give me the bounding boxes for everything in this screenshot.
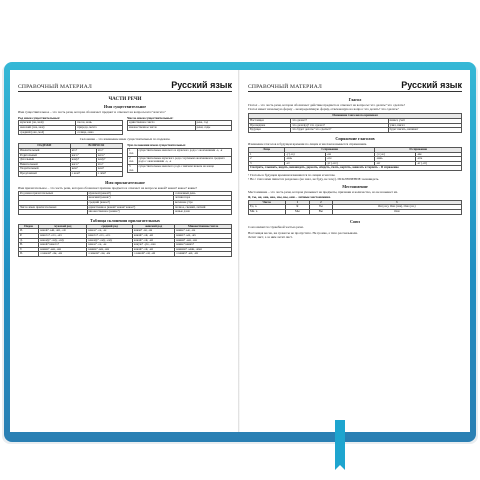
adjective-title: Имя прилагательное <box>105 179 145 185</box>
right-page-header <box>248 76 462 92</box>
pronoun-title: Местоимение <box>342 184 368 190</box>
adj-decl-cell: каким? -ым, -им <box>175 238 232 243</box>
left-page-header <box>18 76 232 92</box>
adj-decl-head: Падеж <box>19 224 39 229</box>
three-declensions-table <box>127 148 232 174</box>
adj-decl-cell: какого? -ого, -его <box>87 233 133 238</box>
adj-cell: летняя пора <box>174 196 232 201</box>
case-cell: кто? <box>70 148 96 153</box>
case-cell: Именительный <box>19 148 71 153</box>
conj-head: Лицо <box>249 147 285 152</box>
conj-bullet-text: Не с глаголами пишется раздельно (не знал, не буду, не хочу). ИСКЛЮЧЕНИЕ: ненавидеть. <box>249 177 380 182</box>
adj-decl-cell: какой? -ой, -ей <box>133 247 175 252</box>
gender-table <box>18 120 123 135</box>
pron-cell: Мы <box>285 209 310 214</box>
verb-definition: Глагол – это часть речи, которая обозначает действие предмета и отвечает на вопросы: что делать? что сделать? <box>248 103 406 107</box>
decl-cell: существительные мужского рода с нулевым окончанием и среднего рода с окончаниями -о, -е <box>137 156 231 164</box>
adj-decl-cell: В. <box>19 243 39 248</box>
case-cell: Дательный <box>19 158 71 163</box>
conj-head: I спряжение <box>285 147 375 152</box>
adj-cell: мужской (какой?) <box>87 191 173 196</box>
right-page-content <box>248 95 462 428</box>
conj-cell: -ете <box>325 157 375 162</box>
case-cell: что? <box>96 148 122 153</box>
pron-cell: Он (он.), Она (она), Оно (он.) <box>332 205 461 210</box>
left-page-content <box>18 95 232 428</box>
adj-decl-cell: какого? -ого, -его <box>39 233 87 238</box>
cases-head: ВОПРОСЫ <box>70 144 122 149</box>
adj-cell: женский (какая?) <box>87 196 173 201</box>
left-page <box>10 70 240 432</box>
adj-cell: Род имен прилагательных <box>19 191 88 196</box>
adj-cell <box>19 210 88 215</box>
pron-head: 3 <box>332 200 461 205</box>
number-cell: реки, сады <box>195 126 231 131</box>
tense-cell: Будущее <box>249 128 291 133</box>
adj-decl-cell: какому? -ому, -ему <box>87 238 133 243</box>
tense-cell: что делает? <box>291 119 388 124</box>
gender-cell: песок, конь <box>76 121 123 126</box>
adj-decl-cell: о каком? -ом, -ем <box>87 252 133 257</box>
adj-decl-head: женский род <box>133 224 175 229</box>
pron-cell: Мн. ч. <box>249 209 286 214</box>
pronoun-list: Я, ты, он, она, оно, мы, вы, они – личные местоимения. <box>248 194 331 199</box>
adj-cell: Число имен прилагательных <box>19 205 88 210</box>
adjective-table <box>18 191 232 215</box>
adj-decl-cell: каким? -ым, -им <box>39 247 87 252</box>
adj-decl-cell: какой? -ый, -ий, -ой <box>39 229 87 234</box>
decl-cell: 3 скл. <box>128 164 138 172</box>
case-cell: о ком? <box>70 171 96 176</box>
adj-decl-head: мужской род <box>39 224 87 229</box>
adj-decl-cell: какое? -ое, -ее <box>87 243 133 248</box>
adj-decl-cell: какому? -ому, -ему <box>39 238 87 243</box>
adj-decl-cell: Д. <box>19 238 39 243</box>
verb-title: Глагол <box>348 97 362 102</box>
adj-cell: полное, свежий, летний <box>174 205 232 210</box>
case-cell: кем? <box>70 167 96 172</box>
tense-cell: Прошедшее <box>249 123 291 128</box>
number-cell: множественное число <box>128 126 196 131</box>
gender-cell: средний (оно, моё) <box>19 130 76 135</box>
decl-cell: существительные женского рода с мягким знаком на конце <box>137 164 231 172</box>
cases-table <box>18 143 123 176</box>
pron-cell: Вы <box>310 209 332 214</box>
adj-cell: новые дома <box>174 210 232 215</box>
tense-cell: пишет, учит <box>388 119 461 124</box>
case-cell: кого? <box>70 162 96 167</box>
conj-exceptions: Смотреть, слышать, видеть, ненавидеть, держать, обидеть, гнать, вертеть, зависеть и терпеть – II спряжение. <box>249 166 462 171</box>
right-page <box>240 70 470 432</box>
conj-cell: -ешь <box>285 157 326 162</box>
three-declensions-title: Три склонения имен существительных <box>127 143 186 148</box>
gender-cell: солнце, окно <box>76 130 123 135</box>
adj-decl-cell: Т. <box>19 247 39 252</box>
case-cell: Творительный <box>19 167 71 172</box>
conjugation-title: Спряжение глаголов <box>335 135 375 141</box>
left-header-title: Русский язык <box>171 80 232 90</box>
adj-decl-cell: какую? -ую, -юю <box>133 243 175 248</box>
conj-bullet: • Не с глаголами пишется раздельно (не знал, не буду, не хочу). ИСКЛЮЧЕНИЕ: ненавидеть. <box>248 177 380 182</box>
right-header-small: СПРАВОЧНЫЙ МАТЕРИАЛ <box>248 84 322 90</box>
parts-of-speech-title: ЧАСТИ РЕЧИ <box>108 97 142 102</box>
pronoun-definition: Местоимение – это часть речи, которая указывает на предметы, признаки и количество, но не называет их. <box>248 190 398 195</box>
conj-cell: -ет <box>285 161 326 166</box>
adjective-declension-title: Таблица склонения прилагательных <box>90 217 160 223</box>
tense-cell: учил, писал <box>388 123 461 128</box>
conj-cell: -у (-ю) <box>285 152 326 157</box>
number-title: Число имен существительных: <box>127 116 174 121</box>
conjunction-example: Настоящая весна, же грамоты не пропустите. Не громко, а тихо рассказывали. <box>248 230 358 235</box>
decl-cell: 2 скл. <box>128 156 138 164</box>
adj-decl-cell: П. <box>19 252 39 257</box>
conj-bullet: • Глаголы в будущем времени изменяются по лицам и числам. <box>248 172 336 177</box>
tense-cell: что будет делать? что сделает? <box>291 128 388 133</box>
gender-title: Род имен существительных: <box>18 116 61 121</box>
conj-cell: -ите <box>415 157 461 162</box>
noun-title: Имя существительное <box>103 104 147 109</box>
pron-cell: Ед. ч. <box>249 205 286 210</box>
pron-head: 2 <box>310 200 332 205</box>
conj-cell: -у (-ю) <box>375 152 416 157</box>
conjugation-note: Изменение глаголов в будущем времени по лицам и числам называется спряжением. <box>248 141 367 146</box>
conj-cell: -ут (-ют) <box>325 161 375 166</box>
adj-decl-cell: какой? -ой, -ей <box>133 233 175 238</box>
cases-head: ПАДЕЖИ <box>19 144 71 149</box>
adjective-definition: Имя прилагательное – это часть речи, которая обозначает признак предмета и отвечает на вопросы какой? какая? какое? какие? <box>18 185 198 190</box>
decl-cell: существительные женского и мужского рода с окончаниями -а, -я <box>137 148 231 156</box>
conj-cell: -ем <box>325 152 375 157</box>
adj-decl-cell: какие? -ые, -ие <box>175 229 232 234</box>
pronoun-table <box>248 200 462 215</box>
adj-decl-cell: какая? -ая, -яя <box>133 229 175 234</box>
adj-cell: солнечный день <box>174 191 232 196</box>
case-cell: чем? <box>96 167 122 172</box>
pron-head: Число <box>249 200 286 205</box>
case-cell: Винительный <box>19 162 71 167</box>
conj-cell: -им <box>415 152 461 157</box>
adj-decl-cell: каких? -ых, -их <box>175 233 232 238</box>
verb-infinitive: Глагол имеет начальную форму – неопределённую форму, отвечающую на вопрос что делать? что сделать? <box>248 107 399 112</box>
tense-cell: будет писать, напишет <box>388 128 461 133</box>
case-cell: кому? <box>70 158 96 163</box>
conjugation-table <box>248 147 462 171</box>
conjunction-definition: Союз является служебной частью речи. <box>248 224 304 229</box>
pron-head: 1 <box>285 200 310 205</box>
adj-cell: средний (какое?) <box>87 200 173 205</box>
adj-cell: множественное (какие?) <box>87 210 173 215</box>
adj-decl-cell: о каком? -ом, -ем <box>39 252 87 257</box>
pron-cell: Ты <box>310 205 332 210</box>
conj-cell: 2 <box>249 157 285 162</box>
adj-decl-cell: о какой? -ой, -ей <box>133 252 175 257</box>
conj-cell: -ит <box>375 161 416 166</box>
pron-cell: Они <box>332 209 461 214</box>
conj-cell: 1 <box>249 152 285 157</box>
adj-decl-cell: какое? -ое, -ее <box>87 229 133 234</box>
declension-note: Склонение – это изменение имен существительных по падежам. <box>79 137 171 142</box>
conj-cell: -ишь <box>375 157 416 162</box>
left-header-small: СПРАВОЧНЫЙ МАТЕРИАЛ <box>18 84 92 90</box>
adj-cell: единственное (какой? какая? какое?) <box>87 205 173 210</box>
tense-cell: Настоящее <box>249 119 291 124</box>
adj-decl-head: Множественное число <box>175 224 232 229</box>
right-header-title: Русский язык <box>401 80 462 90</box>
number-cell: единственное число <box>128 121 196 126</box>
conjunction-title: Союз <box>349 218 360 224</box>
conj-cell: -ат (-ят) <box>415 161 461 166</box>
adj-decl-cell: какой? -ой, -ей <box>133 238 175 243</box>
adj-decl-cell: какими? -ыми, -ими <box>175 247 232 252</box>
case-cell: Предложный <box>19 171 71 176</box>
case-cell: о чём? <box>96 171 122 176</box>
pron-cell: Я <box>285 205 310 210</box>
adj-decl-cell: каким? -ым, -им <box>87 247 133 252</box>
tense-head: Изменение глаголов по временам <box>249 114 462 119</box>
tense-cell: что делал(а)? что сделал? <box>291 123 388 128</box>
tense-table <box>248 113 462 132</box>
case-cell: Родительный <box>19 153 71 158</box>
gender-cell: женский (она, моя) <box>19 126 76 131</box>
gender-cell: мужской (он, мой) <box>19 121 76 126</box>
adj-decl-cell: о каких? -ых, -их <box>175 252 232 257</box>
conj-bullet-text: Глаголы в будущем времени изменяются по лицам и числам. <box>249 172 336 177</box>
case-cell: чего? <box>96 153 122 158</box>
number-table <box>127 120 232 130</box>
noun-definition: Имя существительное – это часть речи, которая обозначает предмет и отвечает на вопросы кто? или что? <box>18 110 166 114</box>
number-cell: река, сад <box>195 121 231 126</box>
adj-decl-cell: Р. <box>19 233 39 238</box>
adj-decl-head: средний род <box>87 224 133 229</box>
adj-decl-cell: И. <box>19 229 39 234</box>
gender-cell: природа, мечта <box>76 126 123 131</box>
decl-cell: 1 скл. <box>128 148 138 156</box>
conj-cell: 3 <box>249 161 285 166</box>
conjunction-example-2: Летит лист, а за ним летит лист. <box>248 234 293 239</box>
adjective-declension-table <box>18 224 232 257</box>
case-cell: кого? <box>70 153 96 158</box>
case-cell: что? <box>96 162 122 167</box>
adj-decl-cell: какие? каких? <box>175 243 232 248</box>
case-cell: чему? <box>96 158 122 163</box>
adj-decl-cell: какой? какого? <box>39 243 87 248</box>
bookmark-ribbon <box>335 420 345 465</box>
conj-head: II спряжение <box>375 147 462 152</box>
adj-cell: весеннее утро <box>174 200 232 205</box>
